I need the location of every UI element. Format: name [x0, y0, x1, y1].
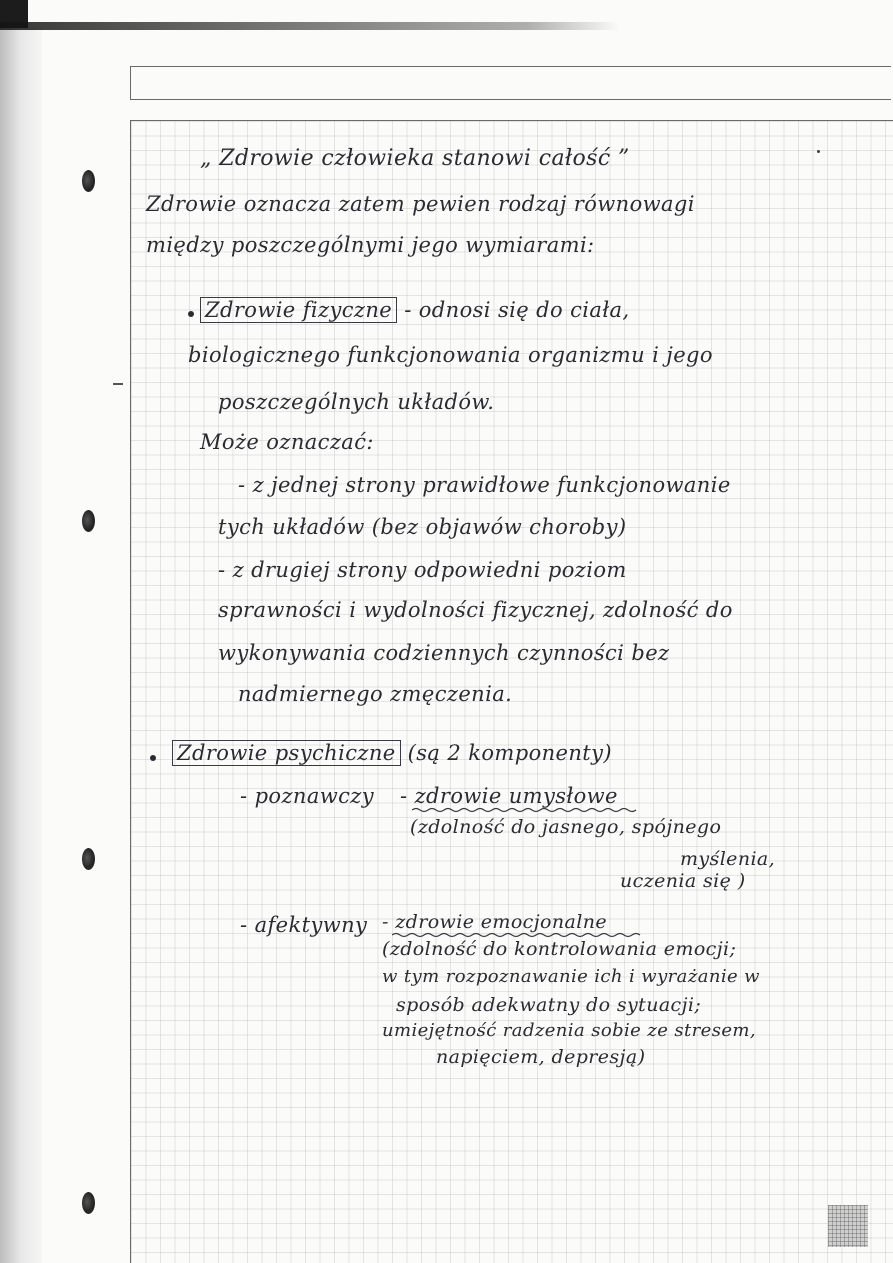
component2-desc-3: sposób adekwatny do sytuacji; [396, 994, 702, 1016]
section1-line-8: sprawności i wydolności fizycznej, zdolność do [218, 598, 733, 622]
component2-name: - zdrowie emocjonalne [382, 911, 607, 933]
bullet-2 [150, 755, 156, 761]
page-left-edge-shadow [0, 28, 42, 1263]
component1-label: - poznawczy [240, 784, 375, 808]
component2-desc-5: napięciem, depresją) [436, 1046, 646, 1068]
component2-desc-2: w tym rozpoznawanie ich i wyrażanie w [382, 966, 760, 987]
margin-tick [113, 383, 123, 385]
section1-heading: Zdrowie fizyczne [200, 297, 397, 323]
section2-heading-line [172, 740, 612, 766]
section1-line-5: - z jednej strony prawidłowe funkcjonowanie [238, 473, 731, 497]
intro-line-2: między poszczególnymi jego wymiarami: [146, 233, 595, 257]
component1-desc-3: uczenia się ) [620, 870, 746, 892]
punch-hole-1 [82, 170, 95, 192]
component1-wavy-underline [412, 807, 640, 813]
bullet-1 [188, 311, 194, 317]
section2-heading: Zdrowie psychiczne [172, 740, 401, 766]
component1-desc-2: myślenia, [680, 848, 776, 870]
stray-dot [817, 150, 820, 153]
section1-heading-line [200, 297, 630, 323]
page-top-edge-shadow [0, 22, 620, 30]
component2-desc-1: (zdolność do kontrolowania emocji; [382, 938, 737, 960]
intro-line-1: Zdrowie oznacza zatem pewien rodzaj równowagi [146, 192, 695, 216]
component2-desc-4: umiejętność radzenia sobie ze stresem, [382, 1020, 756, 1041]
punch-hole-4 [82, 1192, 95, 1214]
component2-label: - afektywny [240, 913, 368, 937]
component1-desc-1: (zdolność do jasnego, spójnego [410, 816, 722, 838]
corner-scan-mark [828, 1205, 868, 1247]
section1-line-7: - z drugiej strony odpowiedni poziom [218, 558, 627, 582]
section1-line-6: tych układów (bez objawów choroby) [218, 515, 627, 539]
section2-heading-tail: (są 2 komponenty) [407, 741, 612, 765]
section1-line-3: poszczególnych układów. [218, 390, 495, 414]
page-title: „ Zdrowie człowieka stanowi całość ” [200, 146, 630, 171]
component1-name: - zdrowie umysłowe [400, 784, 618, 808]
header-box [130, 66, 891, 100]
section1-line-2: biologicznego funkcjonowania organizmu i jego [188, 343, 713, 367]
punch-hole-2 [82, 510, 95, 532]
section1-line-4: Może oznaczać: [200, 430, 374, 454]
section1-line1-tail: - odnosi się do ciała, [404, 298, 630, 322]
section1-line-9: wykonywania codziennych czynności bez [218, 641, 670, 665]
punch-hole-3 [82, 848, 95, 870]
section1-line-10: nadmiernego zmęczenia. [238, 682, 513, 706]
